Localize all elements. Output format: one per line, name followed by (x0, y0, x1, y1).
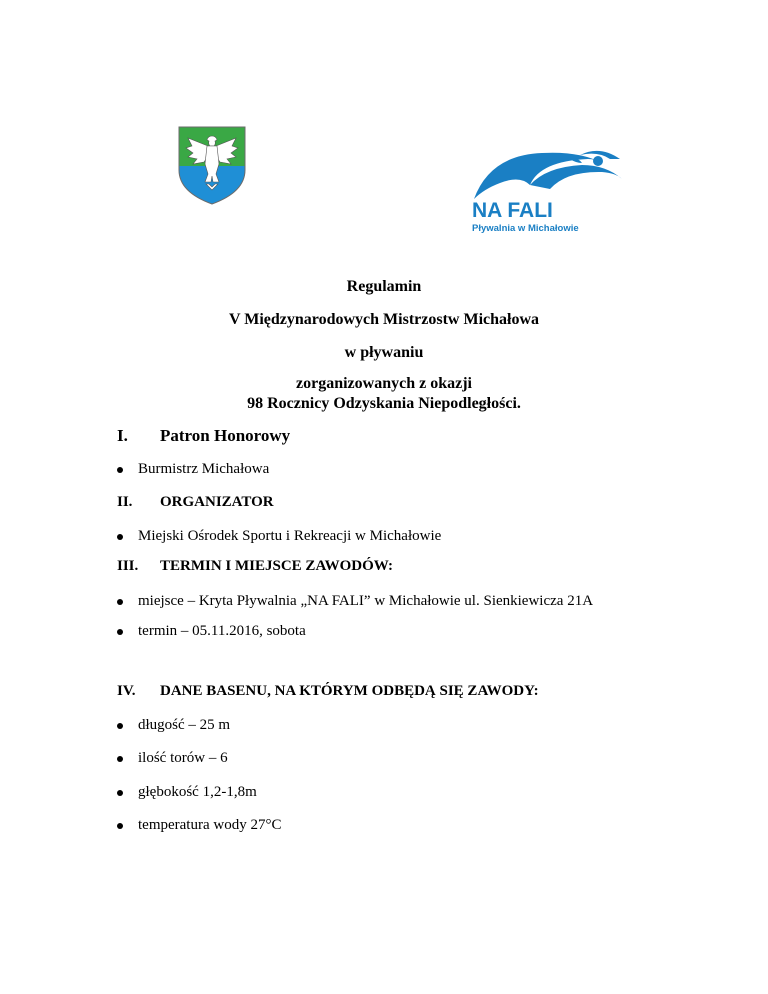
title-line-4b: 98 Rocznicy Odzyskania Niepodległości. (247, 395, 521, 412)
na-fali-logo (470, 145, 628, 237)
section-title: DANE BASENU, NA KTÓRYM ODBĘDĄ SIĘ ZAWODY: (160, 683, 539, 699)
title-line-2: V Międzynarodowych Mistrzostw Michałowa (228, 311, 540, 328)
logo-name: NA FALI (472, 199, 553, 222)
bullet-icon (117, 599, 123, 605)
section-number: I. (117, 426, 128, 445)
bullet-icon (117, 723, 123, 729)
title-line-4a: zorganizowanych z okazji (296, 375, 472, 392)
bullet-icon (117, 629, 123, 635)
bullet-icon (117, 467, 123, 473)
section-title: ORGANIZATOR (160, 494, 274, 510)
bullet-icon (117, 756, 123, 762)
section-number: IV. (117, 683, 136, 699)
document-title: Regulamin (346, 278, 422, 295)
section-title: Patron Honorowy (160, 426, 291, 445)
coat-of-arms-logo (178, 126, 246, 205)
logo-subtitle: Pływalnia w Michałowie (472, 223, 579, 234)
bullet-icon (117, 534, 123, 540)
section-number: III. (117, 558, 139, 574)
title-line-4 (0, 374, 768, 414)
title-line-3: w pływaniu (344, 344, 424, 361)
section-title: TERMIN I MIEJSCE ZAWODÓW: (160, 558, 393, 574)
bullet-icon (117, 790, 123, 796)
section-number: II. (117, 494, 133, 510)
bullet-icon (117, 823, 123, 829)
